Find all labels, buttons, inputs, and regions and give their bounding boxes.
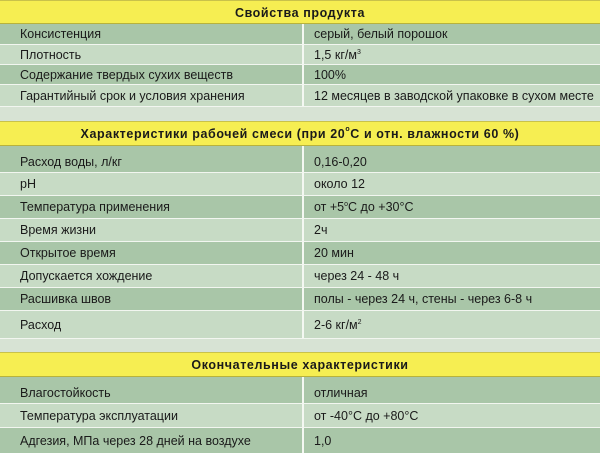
row-label: Открытое время: [0, 242, 304, 264]
row-label: Содержание твердых сухих веществ: [0, 65, 304, 84]
table-row: [0, 242, 600, 265]
table-row: [0, 45, 600, 65]
table-row: [0, 219, 600, 242]
row-label: Допускается хождение: [0, 265, 304, 287]
row-value: 12 месяцев в заводской упаковке в сухом месте: [314, 88, 594, 103]
row-value: 100%: [314, 67, 346, 82]
consumption-value: 2-6 кг/м: [314, 317, 358, 332]
row-value: 1,0: [314, 433, 332, 448]
row-label: Расшивка швов: [0, 288, 304, 310]
section-title-rest: С и отн. влажности 60 %): [350, 127, 520, 141]
row-value: отличная: [314, 386, 368, 400]
row-value: около 12: [314, 177, 366, 191]
row-label: Расход: [0, 311, 304, 338]
section-spacer: [0, 107, 600, 121]
table-row: [0, 288, 600, 311]
row-label: Время жизни: [0, 219, 304, 241]
section-header-final-characteristics: [0, 352, 600, 377]
row-label: pH: [0, 173, 304, 195]
table-row: [0, 265, 600, 288]
row-label: Температура эксплуатации: [0, 404, 304, 427]
row-label: Адгезия, МПа через 28 дней на воздухе: [0, 428, 304, 453]
density-value: 1,5 кг/м: [314, 47, 357, 62]
table-row: [0, 173, 600, 196]
table-row: [0, 311, 600, 339]
row-value: 2ч: [314, 223, 328, 237]
section-title: Свойства продукта: [234, 6, 366, 20]
table-row: [0, 24, 600, 45]
section-title: Характеристики рабочей смеси (при 20: [80, 127, 346, 141]
row-value: 20 мин: [314, 246, 354, 260]
row-label: Консистенция: [0, 24, 304, 44]
section-header-product-properties: [0, 0, 600, 24]
table-row: [0, 377, 600, 404]
row-value: через 24 - 48 ч: [314, 269, 400, 283]
row-value: от -40°С до +80°С: [314, 408, 419, 423]
row-label: Температура применения: [0, 196, 304, 218]
table-row: [0, 85, 600, 107]
row-label: Расход воды, л/кг: [0, 146, 304, 172]
table-row: [0, 146, 600, 173]
temp-value-end: С до +30°С: [348, 200, 414, 214]
row-value: 2-6 кг/м $^2$: [314, 317, 362, 332]
row-label: Влагостойкость: [0, 377, 304, 403]
section-title: Окончательные характеристики: [191, 358, 409, 372]
degree-superscript: o: [345, 125, 351, 133]
table-row: [0, 428, 600, 453]
row-value: 0,16-0,20: [314, 155, 367, 169]
section-spacer: [0, 339, 600, 352]
table-row: [0, 404, 600, 428]
row-value: 1,5 кг/м $^3$: [314, 47, 361, 62]
row-value: полы - через 24 ч, стены - через 6-8 ч: [314, 292, 533, 306]
section-header-working-mix: [0, 121, 600, 146]
table-row: [0, 196, 600, 219]
row-label: Гарантийный срок и условия хранения: [0, 85, 304, 106]
row-label: Плотность: [0, 45, 304, 64]
table-row: [0, 65, 600, 85]
row-value: серый, белый порошок: [314, 27, 448, 41]
temp-value-start: от +5: [314, 200, 345, 214]
row-value: от +5 $^o$ С до +30°С: [314, 200, 414, 214]
